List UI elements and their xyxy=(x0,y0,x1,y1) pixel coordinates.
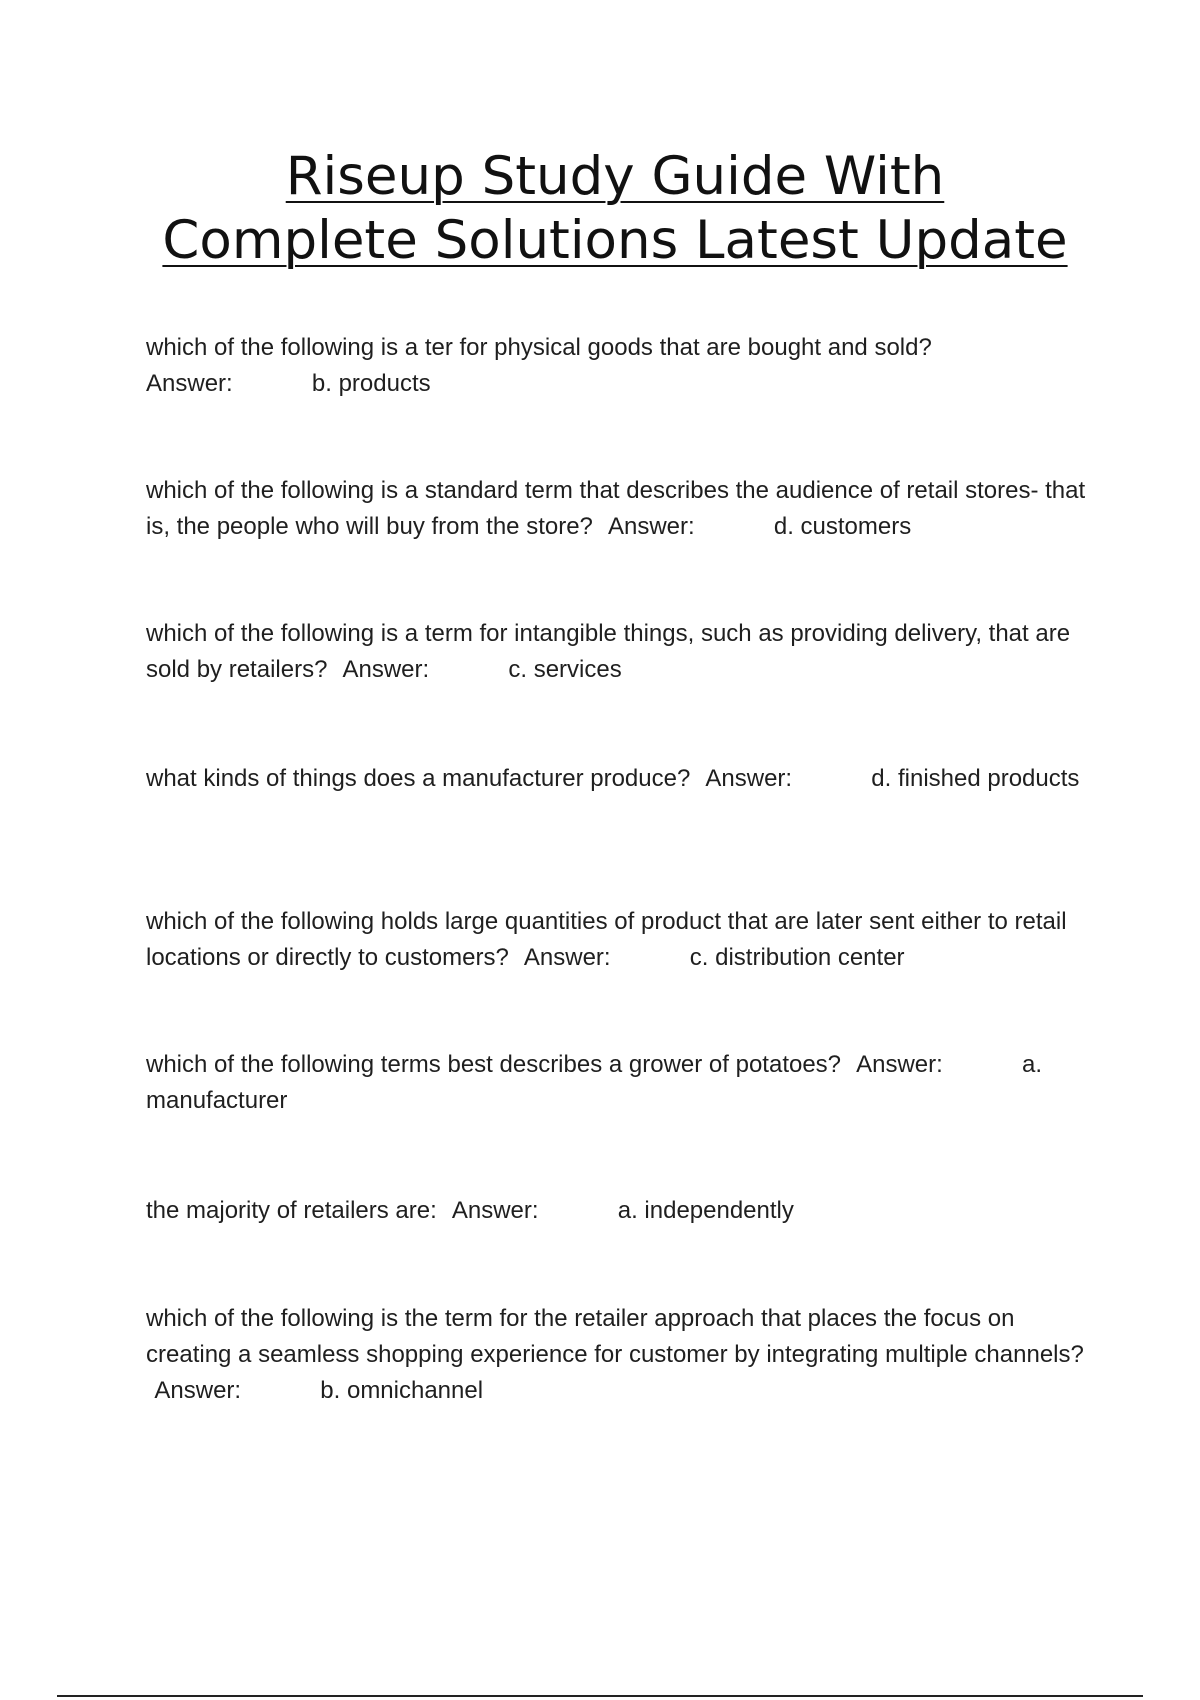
answer-label: Answer: xyxy=(523,944,611,971)
answer-text: b. products xyxy=(311,370,431,397)
question-text: what kinds of things does a manufacturer produce? xyxy=(146,765,691,792)
question-text: which of the following is a ter for physical goods that are bought and sold? xyxy=(146,334,932,361)
answer-text: d. finished products xyxy=(871,765,1080,792)
bottom-divider xyxy=(57,1695,1143,1697)
answer-text: a. independently xyxy=(617,1197,794,1224)
page-title xyxy=(130,145,1100,273)
title-line-1: Riseup Study Guide With xyxy=(285,146,945,207)
qa-item-2 xyxy=(146,473,1086,545)
answer-text: d. customers xyxy=(773,513,912,540)
qa-item-7 xyxy=(146,1193,1086,1229)
qa-item-4 xyxy=(146,761,1086,797)
answer-text: b. omnichannel xyxy=(320,1377,484,1404)
qa-item-6 xyxy=(146,1047,1086,1119)
answer-text: c. distribution center xyxy=(689,944,905,971)
question-text: which of the following is a term for intangible things, such as providing delivery, that are sold by retailers? xyxy=(146,620,1071,683)
answer-label: Answer: xyxy=(705,765,793,792)
question-text: which of the following is a standard term that describes the audience of retail stores- that is, the people who will buy from the store? xyxy=(146,477,1086,540)
qa-item-5 xyxy=(146,904,1086,976)
question-text: which of the following holds large quantities of product that are later sent either to retail locations or directly to customers? xyxy=(146,908,1067,971)
question-text: which of the following is the term for the retailer approach that places the focus on creating a seamless shopping experience for customer by integrating multiple channels? xyxy=(146,1305,1084,1368)
answer-label: Answer: xyxy=(154,1377,242,1404)
answer-label: Answer: xyxy=(146,370,233,397)
qa-item-8 xyxy=(146,1301,1086,1409)
answer-label: Answer: xyxy=(451,1197,539,1224)
answer-label: Answer: xyxy=(856,1051,943,1078)
answer-label: Answer: xyxy=(342,656,430,683)
title-line-2: Complete Solutions Latest Update xyxy=(162,210,1068,271)
question-text: the majority of retailers are: xyxy=(146,1197,437,1224)
question-text: which of the following terms best describes a grower of potatoes? xyxy=(146,1051,842,1078)
answer-text: a. manufacturer xyxy=(146,1051,1042,1114)
qa-item-3 xyxy=(146,616,1086,688)
answer-text: c. services xyxy=(508,656,622,683)
qa-item-1 xyxy=(146,330,1086,402)
answer-label: Answer: xyxy=(607,513,695,540)
